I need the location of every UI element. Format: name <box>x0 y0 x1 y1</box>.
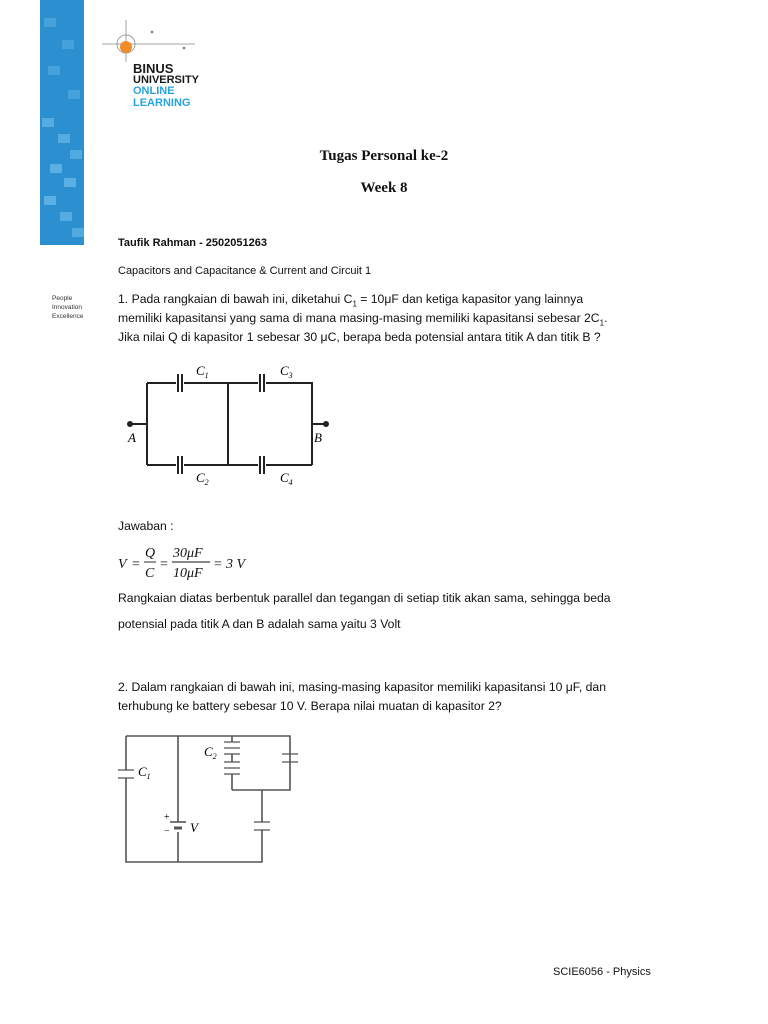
q1-text: memiliki kapasitansi yang sama di mana masing-masing memiliki kapasitansi sebesar 2C <box>118 311 600 325</box>
q1-text: . <box>604 311 608 325</box>
logo-line-learning: LEARNING <box>133 96 191 109</box>
label-c2: $C_2$ <box>196 470 209 487</box>
label-c4: $C_4$ <box>280 470 293 487</box>
tagline-line: People <box>52 295 73 302</box>
logo-wordmark <box>133 63 199 109</box>
label-b: B <box>314 430 322 445</box>
q1-text: = 10μF dan ketiga kapasitor yang lainnya <box>356 292 584 306</box>
logo-line-university: UNIVERSITY <box>133 73 200 86</box>
answer-line: potensial pada titik A dan B adalah sama yaitu 3 Volt <box>118 617 401 631</box>
answer-label: Jawaban : <box>118 519 174 533</box>
eq-result: 3 V <box>226 557 246 572</box>
brand-tagline <box>52 294 83 321</box>
answer-line: Rangkaian diatas berbentuk parallel dan tegangan di setiap titik akan sama, sehingga beda <box>118 591 611 605</box>
question-2-line: 2. Dalam rangkaian di bawah ini, masing-masing kapasitor memiliki kapasitansi 10 μF, dan <box>118 680 606 694</box>
question-1-line: Jika nilai Q di kapasitor 1 sebesar 30 μC, berapa beda potensial antara titik A dan titik B ? <box>118 330 601 344</box>
eq-numerator: 30μF <box>173 546 203 561</box>
label-c1: $C_1$ <box>196 363 209 380</box>
course-footer: SCIE6056 - Physics <box>553 966 651 978</box>
eq-c: C <box>145 566 155 581</box>
answer-equation <box>118 542 258 584</box>
tagline-line: Excellence <box>52 313 84 320</box>
label-c2: $C_2$ <box>204 744 217 761</box>
eq-equals: = <box>160 557 168 572</box>
question-2-line: terhubung ke battery sebesar 10 V. Berapa nilai muatan di kapasitor 2? <box>118 699 502 713</box>
label-minus: − <box>164 826 170 837</box>
tagline-line: Innovation <box>52 304 82 311</box>
topic: Capacitors and Capacitance & Current and Circuit 1 <box>118 265 372 277</box>
q1-subscript: 1 <box>352 299 357 309</box>
eq-equals: = <box>214 557 222 572</box>
q1-text: Pada rangkaian di bawah ini, diketahui C <box>131 292 353 306</box>
student-name: Taufik Rahman - 2502051263 <box>118 237 267 249</box>
question-number: 1. <box>118 292 129 306</box>
eq-denominator: 10μF <box>173 566 203 581</box>
logo-line-binus: BINUS <box>133 61 174 76</box>
circuit-1-diagram <box>120 358 340 493</box>
label-v: V <box>190 820 198 835</box>
label-plus: + <box>164 812 170 823</box>
eq-equals: = <box>132 557 140 572</box>
circuit-2-diagram <box>112 728 312 870</box>
logo-line-online: ONLINE <box>133 85 175 97</box>
label-a: A <box>128 430 136 445</box>
eq-q: Q <box>145 546 156 561</box>
page-subtitle: Week 8 <box>360 180 408 196</box>
q1-subscript: 1 <box>599 318 605 328</box>
page-title: Tugas Personal ke-2 <box>319 148 449 164</box>
label-c3: $C_3$ <box>280 363 293 380</box>
eq-v: V <box>118 557 127 572</box>
brand-strip <box>40 0 84 245</box>
label-c1: $C_1$ <box>138 764 151 781</box>
